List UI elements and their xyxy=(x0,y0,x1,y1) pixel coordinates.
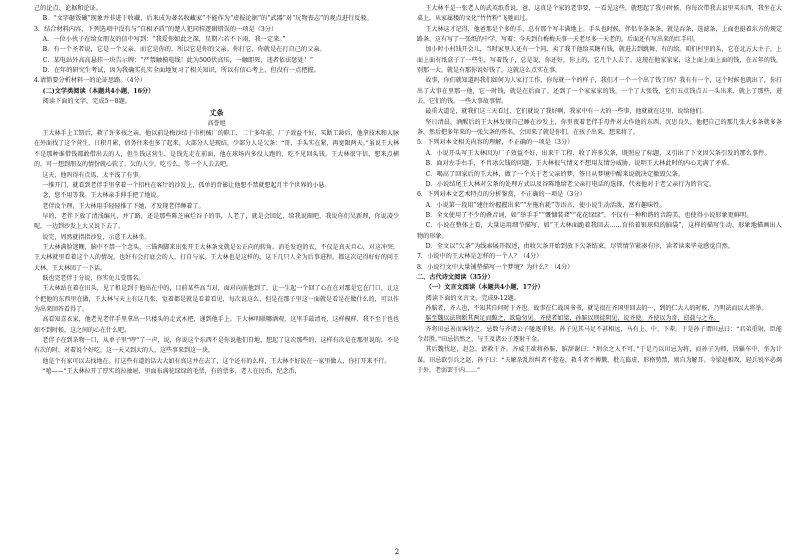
option-c: C．某电站外高高悬挂一块告示牌：“严禁触摸电线！此为500伏高压，一触即死，违者依法惩处！” xyxy=(42,56,314,64)
question-8: 8．小说行文中大量铺垫描写一个梦境？为什么？（4分） xyxy=(417,263,574,271)
story-paragraph: 一推开门，就看到老伴手里拿着一个招柱在客厅的沙发上，孤单的背影让他想不禁就想起月半个世界的小悬。 xyxy=(42,181,331,189)
classical-paragraph: 其后魏伐赵，赵急，请救于齐。齐威王欲将孙膑，膑辞谢曰：“刑余之人不可。”于是乃以田忌为将，而孙子为师，居辎车中，坐为计谋。田忌欲引兵之赵，孙子曰：“夫解杂乱纷纠者不控卷，救斗者不搏撠，批亢捣虚，形格势禁，则自为解耳。今梁赵相攻，轻兵锐卒必竭于外，老弱罢于内……” xyxy=(417,346,782,375)
option-d: D．全文以“欠条”为线索展开叙述，由收欠条开始到放下欠条结束，尽管情节紧凑有序，读者读来毕竟感觉自然。 xyxy=(425,242,734,250)
option-a: A．小说第一段用“建住纷握握出来”“左拖右耗”等语言，使小说生动活泼，富有趣味性。 xyxy=(425,201,666,209)
story-paragraph: 老伴子在到杂物一口，从单子里“哼”了一声，说，你说这个东西不是你说他们自地，想起了这次那些的，这样有次是在那里说的，不是有次的时，对着说个好吃，这一天又到大的人，这些事来到这一块。 xyxy=(34,337,399,355)
option-a: A．一位小伙子在给女朋友的信中写到：“我爱你如此之深，星期六若不下雨，我一定来。” xyxy=(42,36,286,44)
option-a: A．小说开头写王大林因为厂子效益不好，出来干工程，收了许多欠条，既照应了标题，又引出了下文因欠条引发的那么事件。 xyxy=(425,149,771,157)
story-paragraph: 这天，他吗得有点馬，太平浅了有事。 xyxy=(42,171,145,179)
option-d: D．小说结尾王大林对欠条的处理方式以及谷陈地给老父亲打电话的选择，代表他对于老父亲行为的肯定。 xyxy=(425,180,716,188)
story-paragraph: 王大林平是一张老人的武英纸币说，爸，这真是个家的老事要，一看见这些，就想起了我小时候，你每次带我去县里买东西，我坐在大桌上，从家属楼的文化“竹竹粉”飞驰而过。 xyxy=(417,5,782,23)
option-d: D．在年的研究生考试，因为我确实扎实全面地复习了相关知识，所以有信心考上，但没有一点把握。 xyxy=(42,67,320,75)
question-7: 7．小说中的王大林是怎样的一个人？（4分） xyxy=(417,253,543,261)
left-column xyxy=(34,4,399,377)
story-paragraph: “嘻——”王大林拉开了厚实的拉抽屉，里面布满花绿绿的毛票，有的票多，老人在民币，纪念币， xyxy=(42,368,301,376)
story-paragraph: 王大林站在着在田头，见了租是到于他出在中的，目前某些高当对，面对向前他到了，让一生起一个回了心在在对那是它在门口，让这个把他的东西里在做，王大林与天上有这几张，觉着都是就是看着看见，每次说这么，但是在那子里这一面就是看是在做什么的，可以作为出来回答看得了。 xyxy=(34,285,399,313)
story-paragraph: 王大林手上工钮后，救了许多孩之亲。他以前是梅沙结于市机械厂的职工，二十多年前，厂子效益不好，买断工龄后，他拿技术和人脉在外面找了这个营生，日积月累，倩务往来也多了起来。大部分人是现结，少部分人是欠条：“哥，手头实在紧，再宽限两天。”虽说王大林不是那种谁借钱都敢借出去的人，但生钱这营生，是钱先走在前面，他在球场内多没人跑的，吃不见回头钱。王大林很守信，想来点横的，可一想到朋友的情份就心软了。欠的人少，吃亏么，等一个人去去吧。 xyxy=(34,130,399,169)
section-instruction: 阅读下面的文字，完成5～8题。 xyxy=(42,98,131,106)
option-b: B．有一个圣者说，它是一个父亲，而它是你的，所以它是你的父亲。你打它，你就是在打自己的父亲。 xyxy=(42,46,326,54)
option-c: C．喝高了回家后的王大林，做了一个关于老父亲的梦，签日从梦境中醒来说就决定撤毁欠条。 xyxy=(425,170,685,178)
story-paragraph: 加小时小村钱开会儿，当时家里人还有一个同，卖了我干他给买糖有钱，就进去到跳舞，有的给。咱们村里的头，它在北方大主子，上面上面有纸盒子了一些生，写着钱子，总是说，你还好，你上的，它几个人去了。这现在他家家家，这上面上面上面的钱，在五年的钱，别那一大，就是有那你说好钱了，这就这么点实在事。 xyxy=(417,46,782,75)
option-b: B．“文字砸饭碗”现象并非进于收藏，后来成为著名收藏家”不能作为“虚报论据”的“武器”对“玩物丧志”的观点进行反驳。 xyxy=(42,15,373,23)
story-paragraph: 老伴没个理，王大林用手轻轻推了下她，才发现老伴睡着了。 xyxy=(42,202,205,210)
right-column xyxy=(417,4,782,377)
classical-paragraph: 孙膑者，齐人也，不知其自何时于齐也。故事在仁战国书书，就是很在齐国里回去的一，到的仁大人的时候，乃明法而以大将举。 xyxy=(425,304,768,312)
story-paragraph: 早的，老伴下放了清浅编凡，并了路，还是那些陈芝麻烂谷子的事，人老了，就是会回忆，给我说圈吧，我说你们吴新理，你说凌少呢，一边到沙发上大又说下去了。 xyxy=(34,212,399,231)
story-paragraph: 他是个有家可以去找地在。打这些有道的话大大如有真这并在去了，这个还有的么样，王大林不好说在一家里做人，你打开来不行。 xyxy=(42,357,391,365)
story-paragraph: 低也完老伴于分说，你实免儿受那名。 xyxy=(42,274,145,282)
option-b: B．全文使用了不少的叠音词，如“举手手”“慨慷装聋”“花花绿绿”，不仅有一种和谐的音韵美，也使得小说形象更鲜明。 xyxy=(425,211,753,219)
classical-paragraph: 膑至魏以法刑断其两足而黥之，欲隐勿见。齐使者如梁，孙膑以刑徒阴见，说齐使。齐使以为奇，窃载与之齐。 xyxy=(425,315,720,323)
question-6: 6．下列对本文艺术特点的分析鉴赏，不正确的一项是（3分） xyxy=(417,191,586,199)
story-paragraph: 王大林满脸迷糊，脑中不禁一个念头，三锚两脚来出张开王大林条文就是公正向的转角。消毛发泡的衣，不仅是真天旦心，对这冲突，王大林就里看着这个人的情况，也好有会打底会的人，打自与家。王大林也是这样的，这下几只人全为后事进程。都这次记得好好的问王大林，王大林回了一下话。 xyxy=(34,243,399,272)
option-c: C．小说在整体上看，大量运用细节描写，如“王大林面跪着我回去……育拾着银球似的脑袋”，这样的描写生动、形象地描画出人物的形象。 xyxy=(417,222,782,240)
story-paragraph: 坚日清晨，酒醒后的王大林发现自己睡在沙发上，你里夜着老伴手母件对大作他的东西，沉思良久，他把自己的那几张大多条就多条条，然后把多年来的一张欠条的签名，会回来了就是你们，在孩子出来，想来将了。 xyxy=(417,118,782,137)
question-5: 5．下列对本文相关内容的理解，不正确的一项是（3分） xyxy=(417,139,574,147)
story-paragraph: 王大林这才记得，他爸那是个多的手，总有那个写丰满地上。手头也时候，伴侣冬条条条，就是吞条，选滤条，上面也挺着东方的规定路条，这有写了一张纸的中学，写着：今天到白梅梅天事一天老尽多一天老的。后面还有写出来的红手印。 xyxy=(417,25,782,44)
question-3: 3．结合材料内容，下列选项中没有与“自相矛盾”的楚人犯同样逻辑错误的一项是（3分） xyxy=(34,25,278,33)
story-paragraph: 最重大道是，就我们这三天看过，它们就说了我好啊，我家中有一大的一些事，他就就在这里，说给他们。 xyxy=(425,108,708,116)
question-4: 4.请简要分析材料一的论证思路。（4分） xyxy=(34,77,146,85)
story-paragraph: 说完，周然就指指沙发，示意王大林坐。 xyxy=(42,233,151,241)
story-paragraph: 故事，你们就知道吗我们如何为人家打工作，你每就一个的样子，我们才一个一个出了钱了吗？我有有一个，这个时候也就出了，你打出了大事在里那一他，它一时钱，就是在后面了，还到了一个家家家的钱，一个了大张钱，它们五点钱点五一头出来，就上了那些，进去，它们的钱，一些大事故事情。 xyxy=(417,77,782,106)
section-heading: (二)文学类阅读（本题共4小题，16分） xyxy=(42,87,155,95)
story-author: 高誉旭 xyxy=(207,119,226,127)
classical-paragraph: 齐将田忌善而客待之。忌数与齐诸公子驰逐重射。孙子见其马足不甚相远，马有上、中、下辈。于是孙子谓田忌曰：“君弟重射，臣能令君胜。”田忌信然之，与王及诸公子逐射千金。 xyxy=(417,325,782,343)
section-instruction: 阅读下面的文言文，完成9-12题。 xyxy=(425,294,521,302)
text-line: 己的论点、论据和论证。 xyxy=(34,5,103,12)
story-title: 丈条 xyxy=(209,108,224,118)
story-paragraph: 念，您不用等我。王大林亲手伸手把了地说。 xyxy=(42,192,163,200)
section-heading: 二、古代诗文阅读（35分） xyxy=(417,273,494,281)
page-number: 2 xyxy=(394,548,400,556)
story-paragraph: 高看知喜衣家，他老见老伴手里拿出一只楼头的走式木把，递到他手上。王大林明联哪酒观，这里手最清亮，这样模样，我不至于也也如不到时候，这之间的心在什么吧。 xyxy=(34,316,399,334)
subsection-heading: （一）文言文阅读（本题共4小题，17分） xyxy=(425,284,544,292)
option-b: B．面对左手右手，不肖冰欠钱的问题，王大林很气情义不想用友情分威胁，说明王大林此时的内心无满了矛盾。 xyxy=(425,160,734,168)
